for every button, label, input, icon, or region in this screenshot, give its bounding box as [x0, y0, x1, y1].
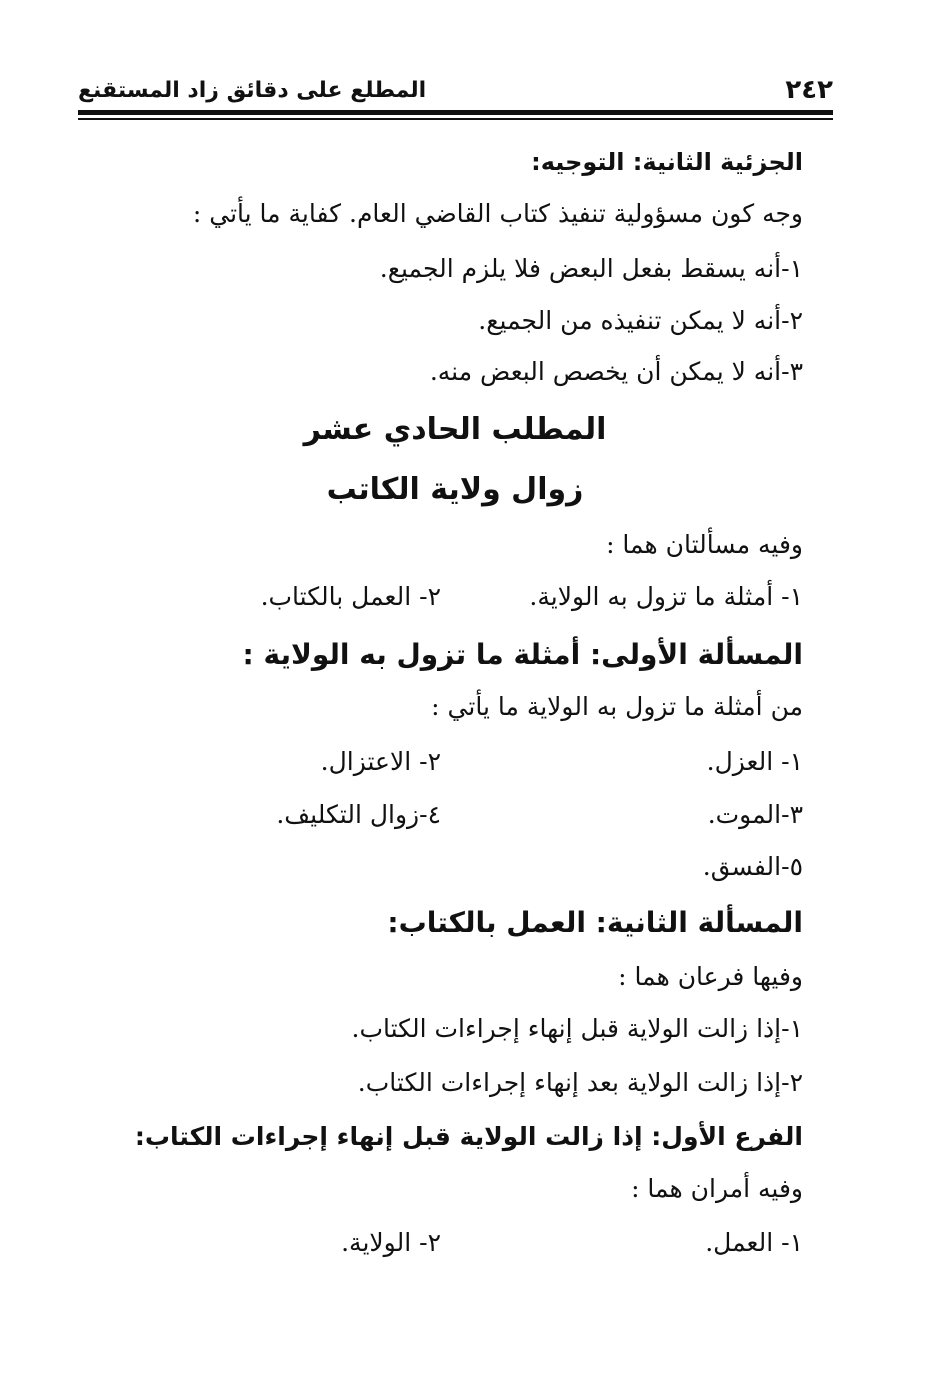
section-subtitle: زوال ولاية الكاتب: [326, 472, 584, 507]
page-number: ٢٤٢: [785, 75, 833, 105]
issue2-intro: وفيها فرعان هما :: [618, 962, 803, 991]
example-item: ١- العزل.: [706, 747, 803, 776]
example-item: ٣-الموت.: [707, 800, 803, 829]
issue1-heading: المسألة الأولى: أمثلة ما تزول به الولاية :: [242, 638, 803, 671]
example-item: ٤-زوال التكليف.: [276, 800, 441, 829]
branch-item: ١-إذا زالت الولاية قبل إنهاء إجراءات الكتاب.: [351, 1014, 803, 1043]
sub-heading: الجزئية الثانية: التوجيه:: [531, 148, 803, 176]
issues-intro: وفيه مسألتان هما :: [606, 530, 803, 559]
branch1-intro: وفيه أمران هما :: [631, 1174, 803, 1203]
reason-item: ٣-أنه لا يمكن أن يخصص البعض منه.: [429, 357, 803, 386]
issue-item: ٢- العمل بالكتاب.: [260, 582, 441, 611]
page-header: [78, 72, 833, 108]
issue1-intro: من أمثلة ما تزول به الولاية ما يأتي :: [431, 692, 803, 721]
example-item: ٢- الاعتزال.: [320, 747, 441, 776]
branch-item: ٢-إذا زالت الولاية بعد إنهاء إجراءات الكتاب.: [357, 1068, 803, 1097]
running-title: المطلع على دقائق زاد المستقنع: [78, 77, 427, 103]
issue2-heading: المسألة الثانية: العمل بالكتاب:: [387, 906, 803, 939]
issue-item: ١- أمثلة ما تزول به الولاية.: [529, 582, 803, 611]
reason-item: ١-أنه يسقط بفعل البعض فلا يلزم الجميع.: [379, 254, 803, 283]
branch1-heading: الفرع الأول: إذا زالت الولاية قبل إنهاء إجراءات الكتاب:: [134, 1122, 803, 1151]
header-rule-thin: [78, 118, 833, 120]
branch1-item: ٢- الولاية.: [341, 1228, 441, 1257]
intro-paragraph: وجه كون مسؤولية تنفيذ كتاب القاضي العام. كفاية ما يأتي :: [192, 199, 803, 228]
branch1-item: ١- العمل.: [705, 1228, 803, 1257]
header-rule-thick: [78, 110, 833, 115]
example-item: ٥-الفسق.: [702, 852, 803, 881]
reason-item: ٢-أنه لا يمكن تنفيذه من الجميع.: [478, 306, 803, 335]
section-title: المطلب الحادي عشر: [303, 412, 607, 447]
